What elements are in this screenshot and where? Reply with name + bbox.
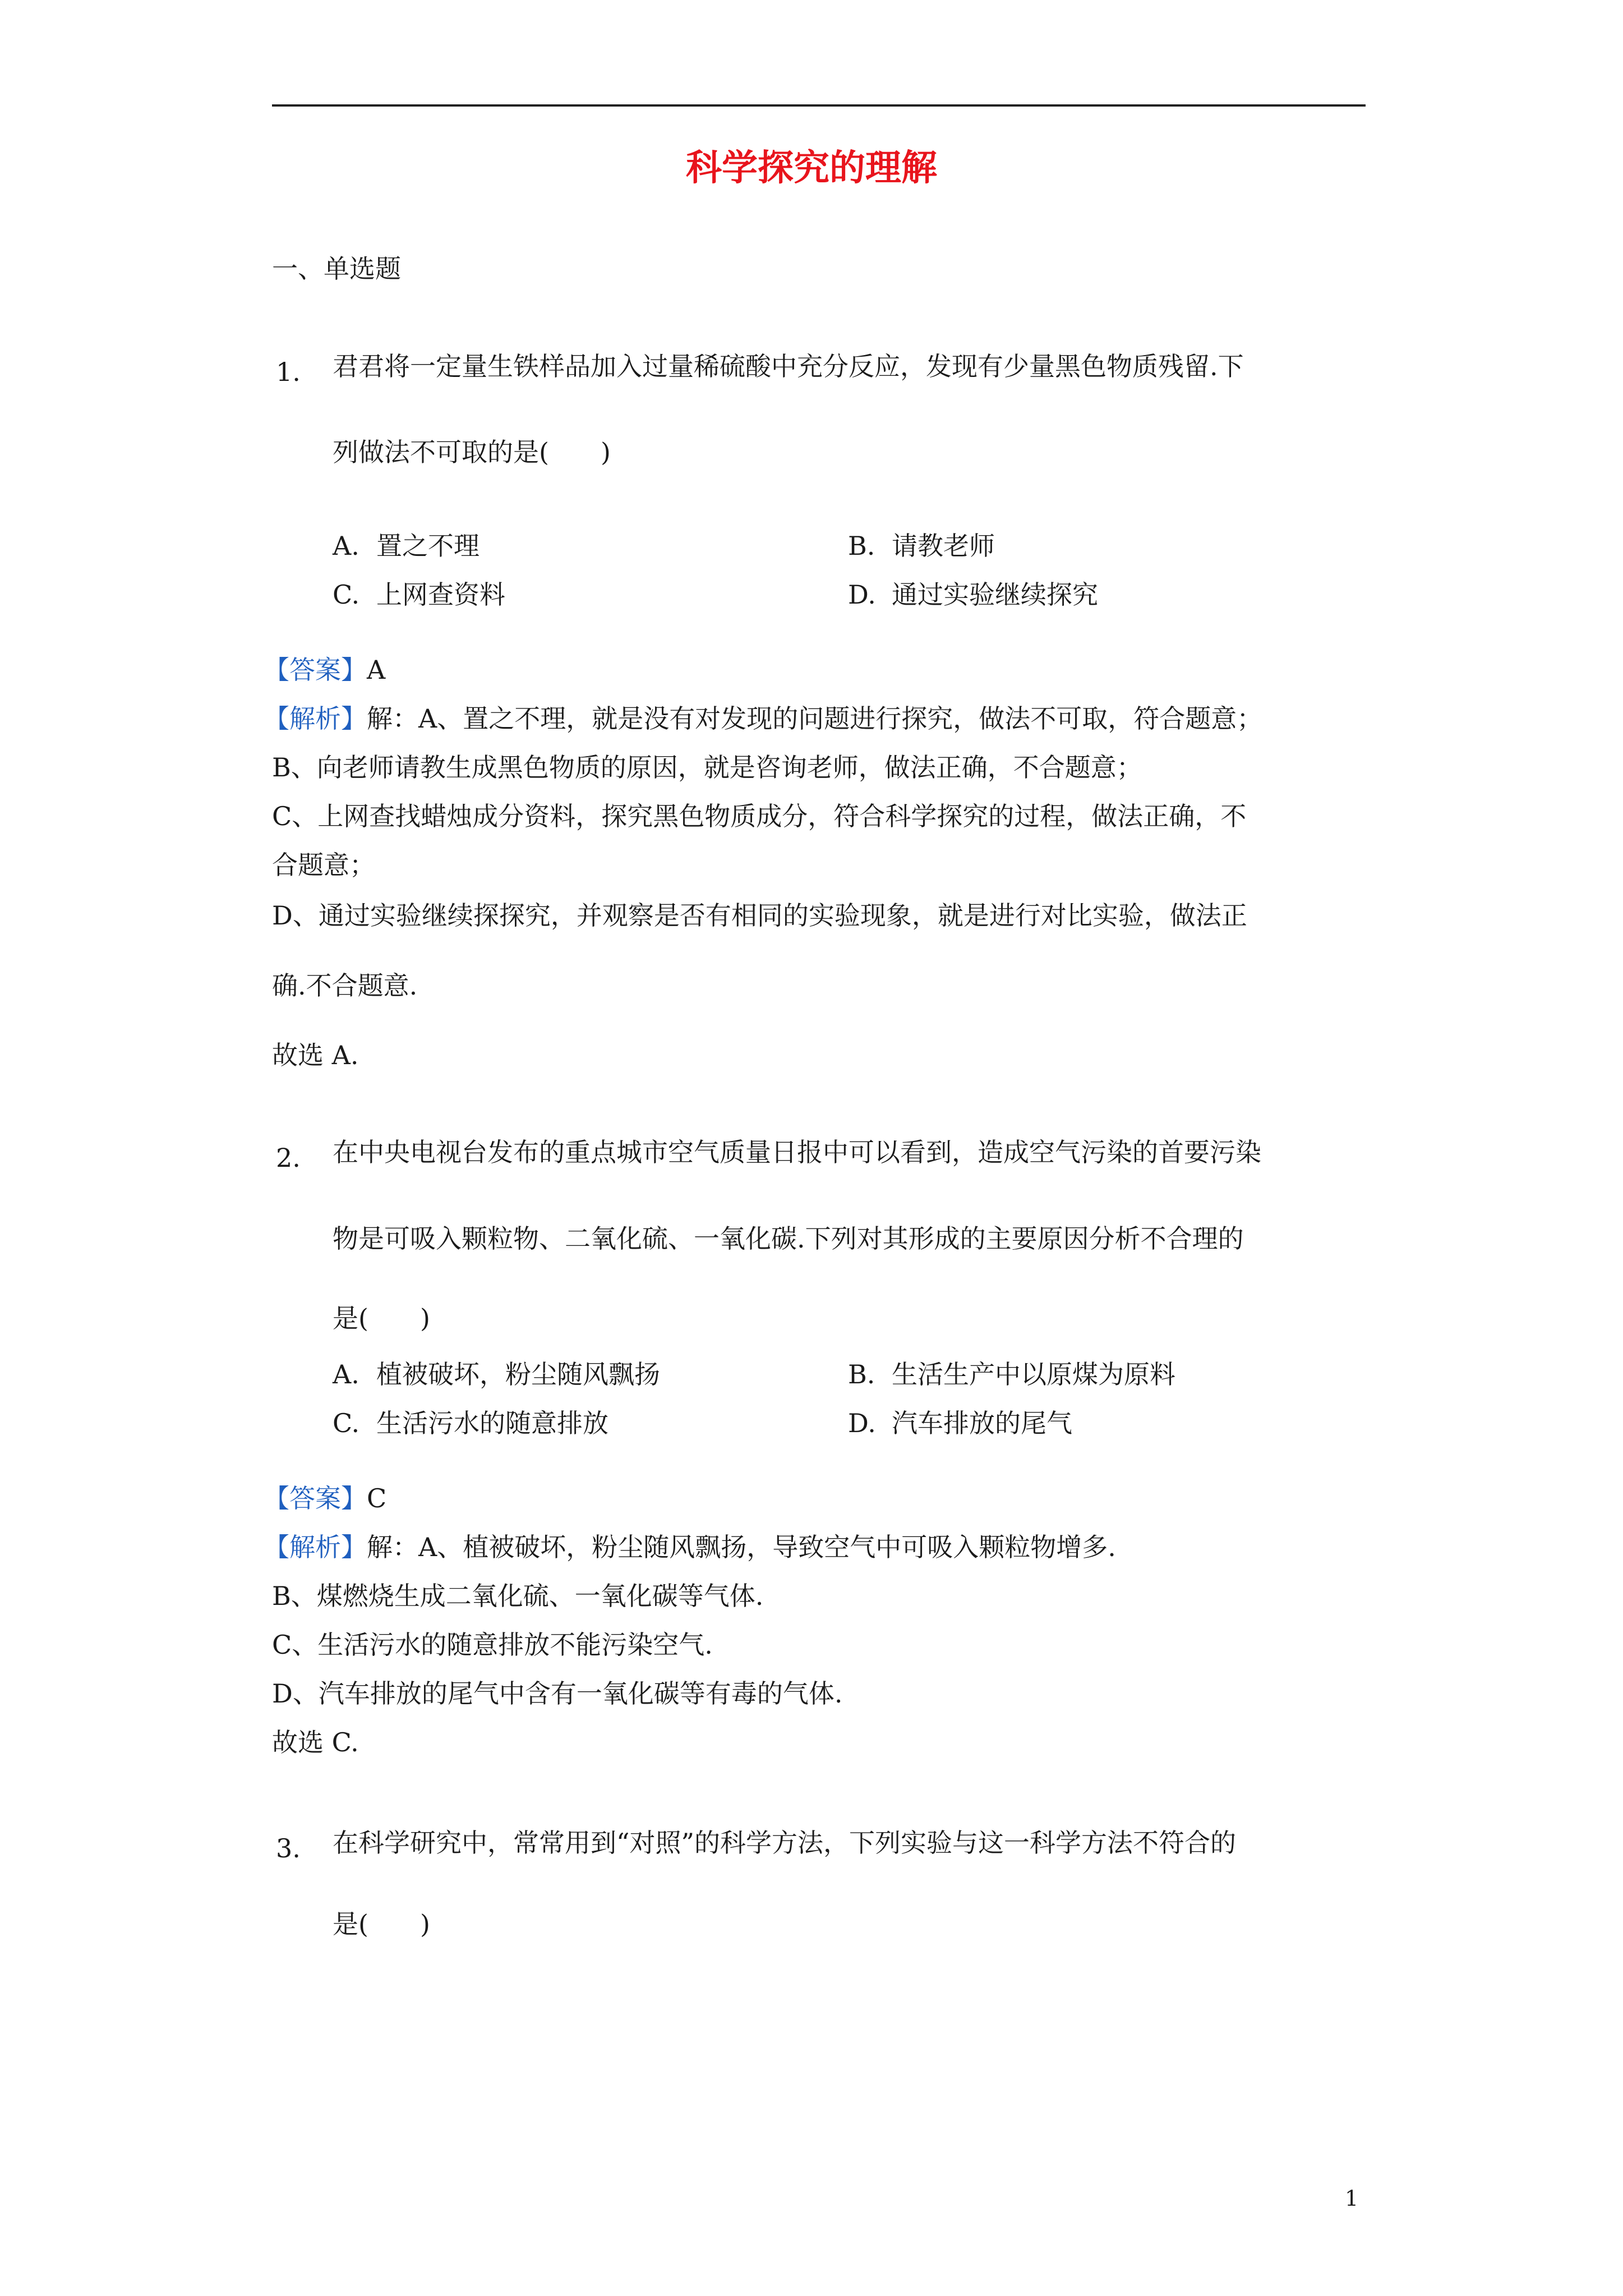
analysis-line: 确.不合题意. — [272, 970, 418, 1001]
analysis-line: 合题意； — [272, 850, 375, 880]
analysis-line: B、煤燃烧生成二氧化硫、一氧化碳等气体. — [272, 1581, 764, 1611]
question-number: 2. — [276, 1143, 301, 1173]
option-text: 生活生产中以原煤为原料 — [892, 1359, 1175, 1389]
option-letter: C. — [333, 579, 360, 610]
option-c — [333, 1410, 608, 1436]
option-text: 植被破坏，粉尘随风飘扬 — [376, 1359, 660, 1389]
option-letter: B. — [848, 1359, 875, 1389]
header-rule — [272, 104, 1366, 107]
analysis-line: 故选 A. — [272, 1040, 359, 1070]
question-stem-line: 在科学研究中，常常用到“对照”的科学方法，下列实验与这一科学方法不符合的 — [333, 1828, 1237, 1858]
answer-line — [264, 657, 385, 683]
option-letter: A. — [333, 531, 359, 561]
section-heading: 一、单选题 — [272, 254, 401, 284]
option-letter: B. — [848, 531, 875, 561]
option-text: 通过实验继续探究 — [892, 579, 1098, 610]
question-stem-line: 物是可吸入颗粒物、二氧化硫、一氧化碳.下列对其形成的主要原因分析不合理的 — [333, 1223, 1244, 1254]
page-number: 1 — [1345, 2186, 1359, 2211]
analysis-line — [264, 1534, 1116, 1560]
analysis-line: D、汽车排放的尾气中含有一氧化碳等有毒的气体. — [272, 1678, 843, 1709]
question-number: 1. — [276, 357, 301, 387]
question-stem-line: 列做法不可取的是( ) — [333, 437, 611, 467]
option-letter: D. — [848, 579, 876, 610]
option-d — [848, 1410, 1072, 1436]
option-text: 汽车排放的尾气 — [892, 1408, 1072, 1438]
analysis-tag: 【解析】 — [264, 703, 367, 734]
question-stem-line: 是( ) — [333, 1909, 430, 1939]
analysis-line: D、通过实验继续探探究，并观察是否有相同的实验现象，就是进行对比实验，做法正 — [272, 900, 1247, 931]
question-stem-line: 君君将一定量生铁样品加入过量稀硫酸中充分反应，发现有少量黑色物质残留.下 — [333, 351, 1244, 381]
analysis-line — [264, 703, 1263, 734]
question-number: 3. — [276, 1833, 301, 1864]
answer-tag: 【答案】 — [264, 1483, 367, 1513]
analysis-line: C、生活污水的随意排放不能污染空气. — [272, 1630, 713, 1660]
option-text: 请教老师 — [892, 531, 995, 561]
option-text: 上网查资料 — [376, 579, 505, 610]
option-b — [848, 533, 995, 559]
question-stem-line: 在中央电视台发布的重点城市空气质量日报中可以看到，造成空气污染的首要污染 — [333, 1137, 1261, 1167]
option-letter: A. — [333, 1359, 359, 1389]
option-text: 置之不理 — [376, 531, 479, 561]
analysis-line: 故选 C. — [272, 1727, 359, 1757]
option-a — [333, 533, 479, 559]
analysis-line: B、向老师请教生成黑色物质的原因，就是咨询老师，做法正确，不合题意； — [272, 752, 1142, 783]
analysis-line: C、上网查找蜡烛成分资料，探究黑色物质成分，符合科学探究的过程，做法正确，不 — [272, 801, 1247, 831]
analysis-text: 解：A、植被破坏，粉尘随风飘扬，导致空气中可吸入颗粒物增多. — [367, 1532, 1116, 1562]
option-b — [848, 1361, 1175, 1387]
answer-tag: 【答案】 — [264, 655, 367, 685]
option-c — [333, 579, 505, 610]
option-a — [333, 1361, 660, 1387]
analysis-tag: 【解析】 — [264, 1532, 367, 1562]
analysis-text: 解：A、置之不理，就是没有对发现的问题进行探究，做法不可取，符合题意； — [367, 703, 1263, 734]
document-title: 科学探究的理解 — [686, 147, 937, 189]
option-text: 生活污水的随意排放 — [376, 1408, 608, 1438]
answer-value: A — [367, 655, 386, 685]
option-letter: D. — [848, 1408, 876, 1438]
answer-value: C — [367, 1483, 387, 1513]
answer-line — [264, 1485, 386, 1511]
option-d — [848, 579, 1098, 610]
question-stem-line: 是( ) — [333, 1303, 430, 1333]
option-letter: C. — [333, 1408, 360, 1438]
